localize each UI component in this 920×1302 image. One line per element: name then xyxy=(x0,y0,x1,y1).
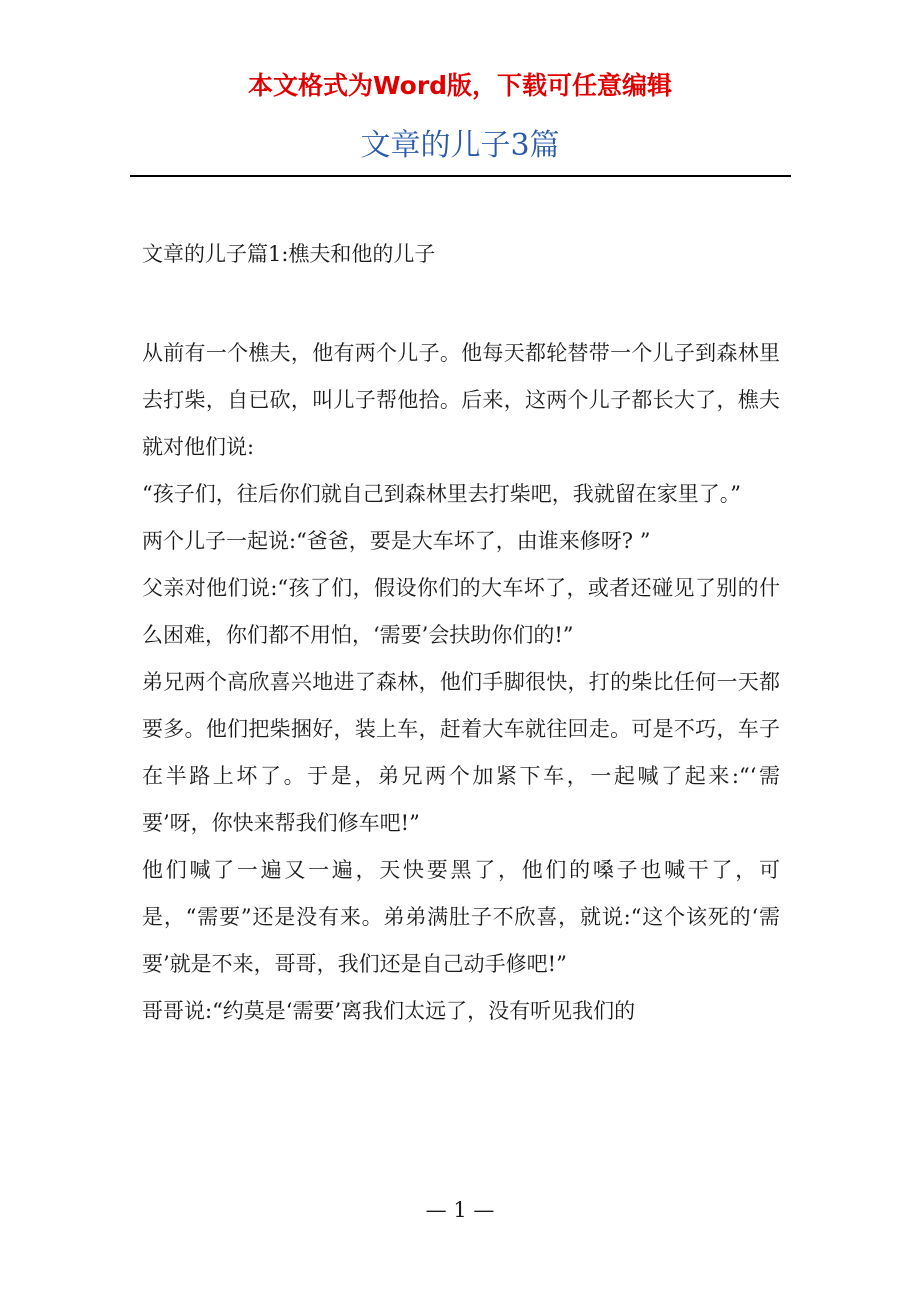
section-heading: 文章的儿子篇1:樵夫和他的儿子 xyxy=(142,242,436,266)
page-number: — 1 — xyxy=(425,1198,495,1222)
paragraph: 哥哥说:“约莫是‘需要’离我们太远了，没有听见我们的 xyxy=(142,999,636,1023)
paragraph: 两个儿子一起说:“爸爸，要是大车坏了，由谁来修呀? ” xyxy=(142,529,651,553)
paragraph: 弟兄两个高欣喜兴地进了森林，他们手脚很快，打的柴比任何一天都要多。他们把柴捆好，装上车，赶着大车就往回走。可是不巧，车子在半路上坏了。于是，弟兄两个加紧下车，一起喊了起来:“‘需要’呀，你快来帮我们修车吧!” xyxy=(142,670,780,835)
document-title: 文章的儿子3篇 xyxy=(360,128,560,163)
paragraph: 他们喊了一遍又一遍，天快要黑了，他们的嗓子也喊干了，可是，“需要”还是没有来。弟弟满肚子不欣喜，就说:“这个该死的‘需要’就是不来，哥哥，我们还是自己动手修吧!” xyxy=(142,858,780,976)
paragraph: 从前有一个樵夫，他有两个儿子。他每天都轮替带一个儿子到森林里去打柴，自已砍，叫儿子帮他拾。后来，这两个儿子都长大了，樵夫就对他们说: xyxy=(142,341,780,459)
format-notice: 本文格式为Word版，下载可任意编辑 xyxy=(247,71,673,100)
article-body xyxy=(142,330,780,1035)
title-divider xyxy=(130,175,791,177)
paragraph: 父亲对他们说:“孩了们，假设你们的大车坏了，或者还碰见了别的什么困难，你们都不用怕，‘需要’会扶助你们的!” xyxy=(142,576,780,647)
paragraph: “孩子们，往后你们就自己到森林里去打柴吧，我就留在家里了。” xyxy=(142,482,741,506)
